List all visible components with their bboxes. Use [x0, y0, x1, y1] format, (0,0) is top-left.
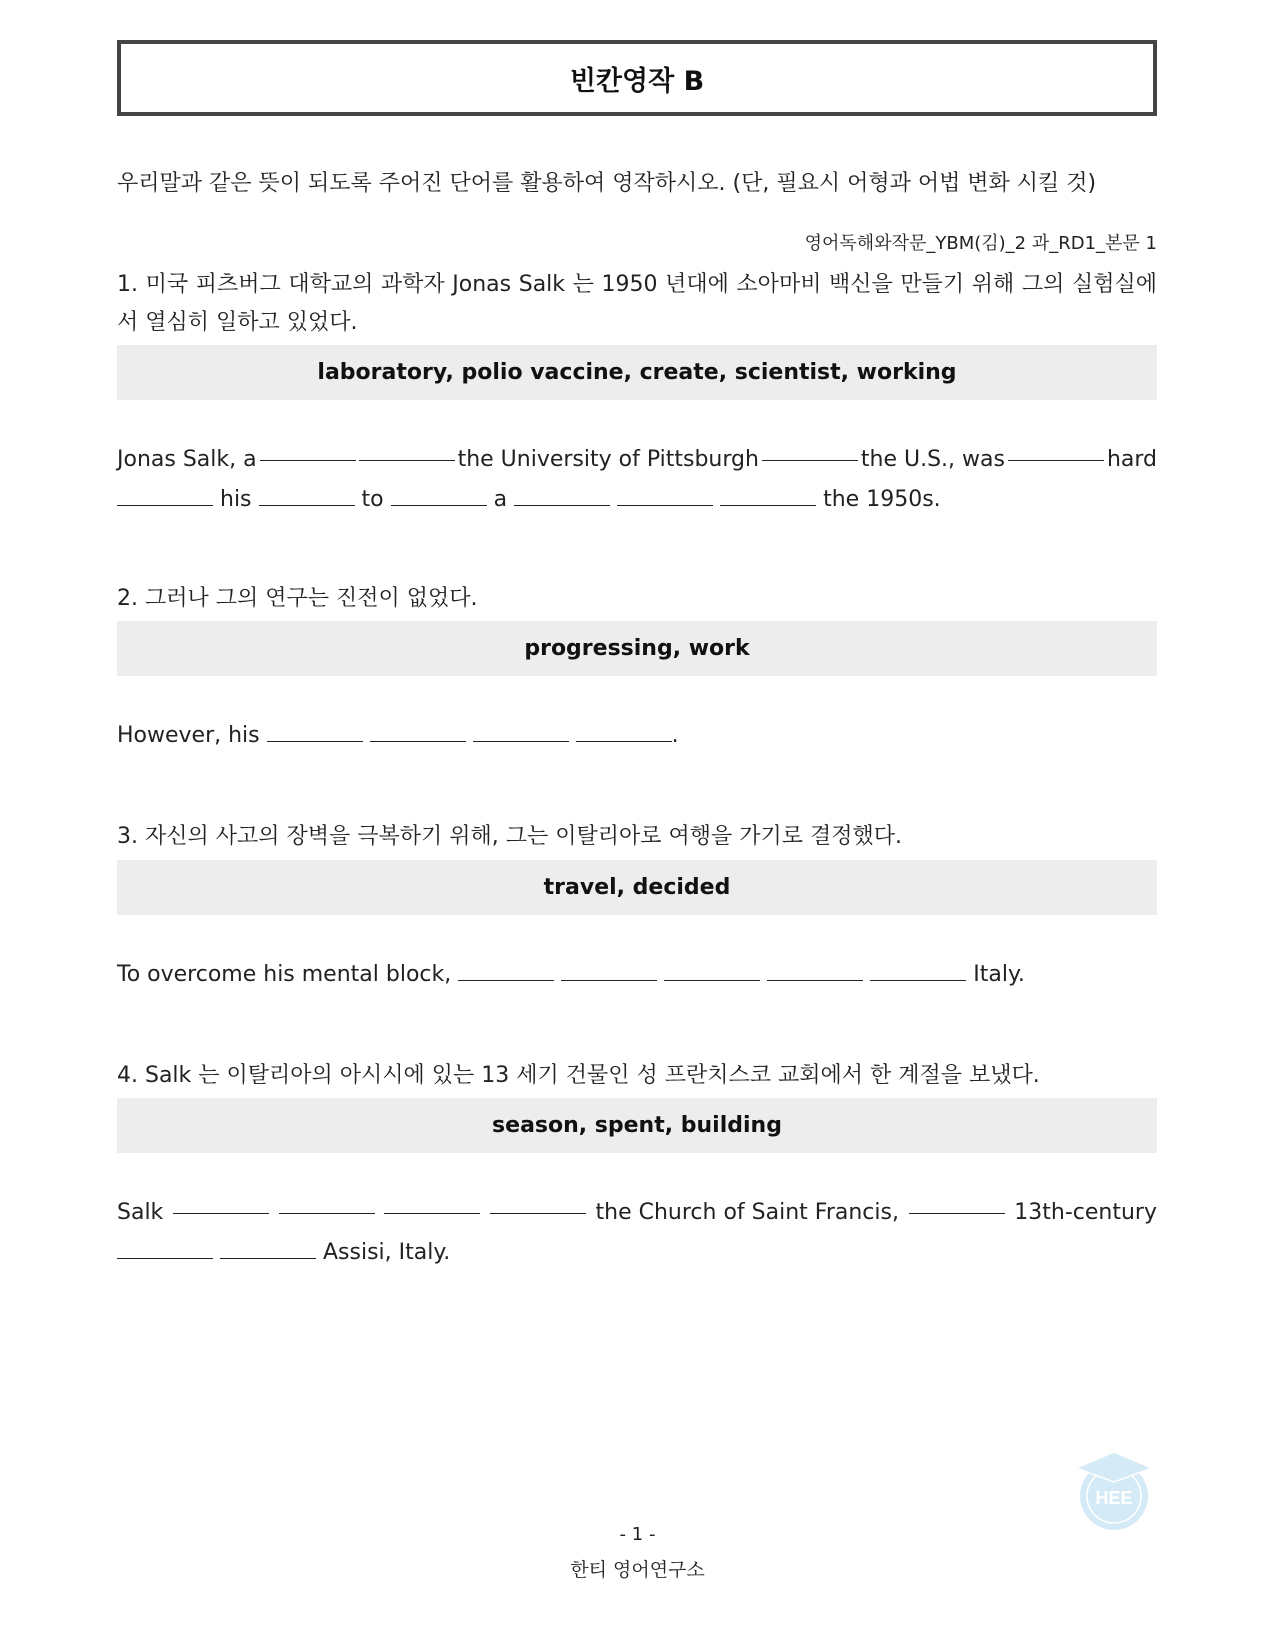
publisher-name: 한티 영어연구소	[570, 1559, 705, 1581]
answer-text: the U.S., was	[860, 447, 1005, 472]
question-3-word-bank: travel, decided	[117, 860, 1157, 915]
answer-blank[interactable]	[490, 1193, 586, 1214]
answer-text: Salk	[117, 1200, 164, 1225]
answer-blank[interactable]	[384, 1193, 480, 1214]
answer-blank[interactable]	[1008, 440, 1104, 461]
question-3-korean: 3. 자신의 사고의 장벽을 극복하기 위해, 그는 이탈리아로 여행을 가기로 결정했다.	[117, 824, 902, 849]
answer-blank[interactable]	[267, 721, 363, 742]
answer-blank[interactable]	[909, 1193, 1005, 1214]
answer-line	[117, 1233, 1157, 1273]
answer-text: to	[361, 487, 384, 512]
answer-text: To overcome his mental block,	[117, 962, 452, 987]
answer-blank[interactable]	[260, 440, 356, 461]
answer-blank[interactable]	[576, 721, 672, 742]
answer-blank[interactable]	[514, 485, 610, 506]
question-2-answer	[117, 716, 1157, 756]
answer-line	[117, 955, 1157, 995]
question-2-korean: 2. 그러나 그의 연구는 진전이 없었다.	[117, 586, 478, 611]
question-4-korean: 4. Salk 는 이탈리아의 아시시에 있는 13 세기 건물인 성 프란치스코 교회에서 한 계절을 보냈다.	[117, 1063, 1040, 1088]
answer-blank[interactable]	[173, 1193, 269, 1214]
answer-blank[interactable]	[370, 721, 466, 742]
answer-blank[interactable]	[458, 960, 554, 981]
answer-blank[interactable]	[762, 440, 858, 461]
answer-blank[interactable]	[359, 440, 455, 461]
answer-text: Assisi, Italy.	[323, 1240, 451, 1265]
question-2-word-bank: progressing, work	[117, 621, 1157, 676]
question-1-word-bank: laboratory, polio vaccine, create, scientist, working	[117, 345, 1157, 400]
answer-line	[117, 480, 1157, 520]
worksheet-title	[117, 40, 1157, 116]
question-4-word-bank: season, spent, building	[117, 1098, 1157, 1153]
answer-blank[interactable]	[720, 485, 816, 506]
answer-line	[117, 1193, 1157, 1233]
answer-line	[117, 440, 1157, 480]
answer-blank[interactable]	[259, 485, 355, 506]
hee-logo-icon	[1072, 1448, 1156, 1532]
question-1-answer	[117, 440, 1157, 520]
answer-blank[interactable]	[473, 721, 569, 742]
answer-blank[interactable]	[767, 960, 863, 981]
answer-text: .	[671, 723, 679, 748]
answer-blank[interactable]	[117, 1238, 213, 1259]
answer-text: a	[493, 487, 508, 512]
question-4-answer	[117, 1193, 1157, 1273]
answer-blank[interactable]	[117, 485, 213, 506]
answer-text: However, his	[117, 723, 260, 748]
worksheet-title-text: 빈칸영작 B	[569, 65, 705, 97]
answer-text: 13th-century	[1014, 1200, 1157, 1225]
answer-blank[interactable]	[617, 485, 713, 506]
answer-text: Jonas Salk, a	[117, 447, 257, 472]
answer-blank[interactable]	[664, 960, 760, 981]
answer-blank[interactable]	[870, 960, 966, 981]
question-1-korean: 1. 미국 피츠버그 대학교의 과학자 Jonas Salk 는 1950 년대에 소아마비 백신을 만들기 위해 그의 실험실에서 열심히 일하고 있었다.	[117, 272, 1157, 335]
answer-text: his	[220, 487, 252, 512]
answer-text: Italy.	[973, 962, 1025, 987]
answer-blank[interactable]	[220, 1238, 316, 1259]
answer-blank[interactable]	[391, 485, 487, 506]
answer-text: the Church of Saint Francis,	[595, 1200, 899, 1225]
answer-blank[interactable]	[279, 1193, 375, 1214]
question-3-answer	[117, 955, 1157, 995]
logo-text: HEE	[1095, 1488, 1133, 1508]
answer-line	[117, 716, 1157, 756]
answer-text: the 1950s.	[823, 487, 941, 512]
answer-text: hard	[1106, 447, 1157, 472]
answer-blank[interactable]	[561, 960, 657, 981]
source-reference: 영어독해와작문_YBM(김)_2 과_RD1_본문 1	[804, 233, 1157, 254]
instruction-text: 우리말과 같은 뜻이 되도록 주어진 단어를 활용하여 영작하시오. (단, 필요시 어형과 어법 변화 시킬 것)	[117, 171, 1097, 196]
page-number: - 1 -	[619, 1524, 656, 1545]
answer-text: the University of Pittsburgh	[457, 447, 759, 472]
